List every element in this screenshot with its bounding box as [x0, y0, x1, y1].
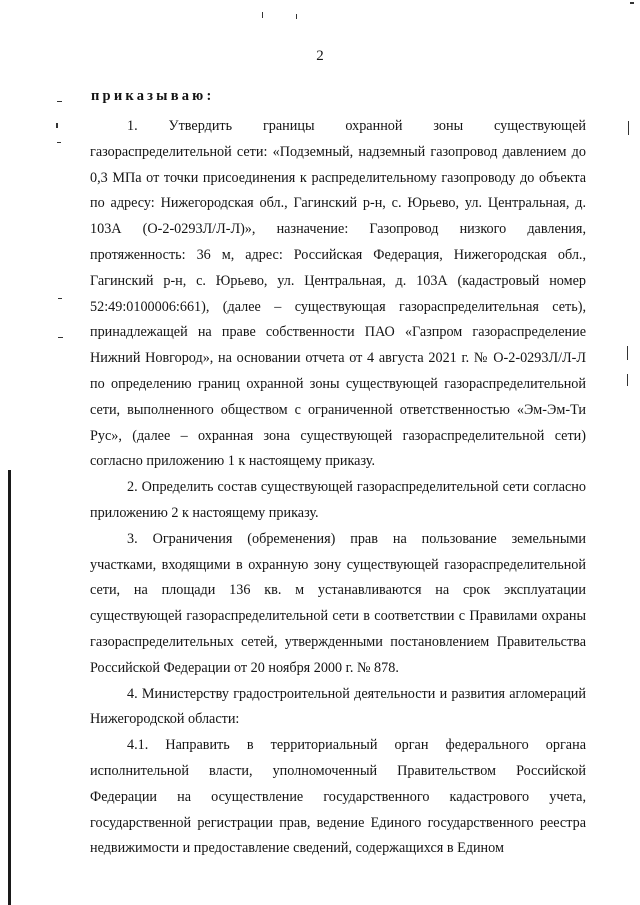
scan-mark [627, 374, 628, 386]
scan-mark [262, 12, 263, 18]
scan-mark [58, 337, 63, 338]
scan-mark [628, 121, 629, 135]
scan-mark [296, 14, 297, 19]
paragraph-4-1: 4.1. Направить в территориальный орган федерального органа исполнительной власти, уполномоченный Правительством Российской Федерации на осуществление государственного кадастрового учета, государственной регистрации прав, ведение Единого государственного реестра недвижимости и предоставление сведений, содержащихся в Едином [90, 737, 586, 857]
paragraph-2: 2. Определить состав существующей газораспределительной сети согласно приложению 2 к настоящему приказу. [90, 479, 586, 521]
paragraph-1: 1. Утвердить границы охранной зоны существующей газораспределительной сети: «Подземный, надземный газопровод давлением до 0,3 МПа от точки присоединения к распределительному газопроводу до объекта по адресу: Нижегородская обл., Гагинский р-н, с. Юрьево, ул. Центральная, д. 103А (О-2-0293Л/Л-Л)», назначение: Газопровод низкого давления, протяженность: 36 м, адрес: Российская Федерация, Нижегородская обл., Гагинский р-н, с. Юрьево, ул. Центральная, д. 103А (кадастровый номер 52:49:0100006:661), (далее – существующая газораспределительная сеть), принадлежащей на праве собственности ПАО «Газпром газораспределение Нижний Новгород», на основании отчета от 4 августа 2021 г. № О-2-0293Л/Л-Л по определению границ охранной зоны существующей газораспределительной сети, выполненного обществом с ограниченной ответственностью «Эм-Эм-Ти Рус», (далее – охранная зона существующей газораспределительной сети) согласно приложению 1 к настоящему приказу. [90, 118, 586, 470]
scan-mark [57, 142, 61, 143]
paragraph-3: 3. Ограничения (обременения) прав на пользование земельными участками, входящими в охранную зону существующей газораспределительной сети, на площади 136 кв. м устанавливаются на срок эксплуатации существующей газораспределительной сети в соответствии с Правилами охраны газораспределительных сетей, утвержденными постановлением Правительства Российской Федерации от 20 ноября 2000 г. № 878. [90, 530, 586, 676]
scan-left-edge [8, 470, 11, 905]
document-body [90, 114, 586, 862]
scan-mark [627, 346, 628, 360]
scan-mark [58, 298, 62, 299]
scan-mark [57, 101, 62, 102]
heading: приказываю: [91, 88, 215, 104]
page-number: 2 [316, 48, 324, 64]
scan-mark [56, 123, 58, 128]
scan-mark [630, 2, 634, 4]
paragraph-4: 4. Министерству градостроительной деятельности и развития агломераций Нижегородской области: [90, 685, 586, 728]
